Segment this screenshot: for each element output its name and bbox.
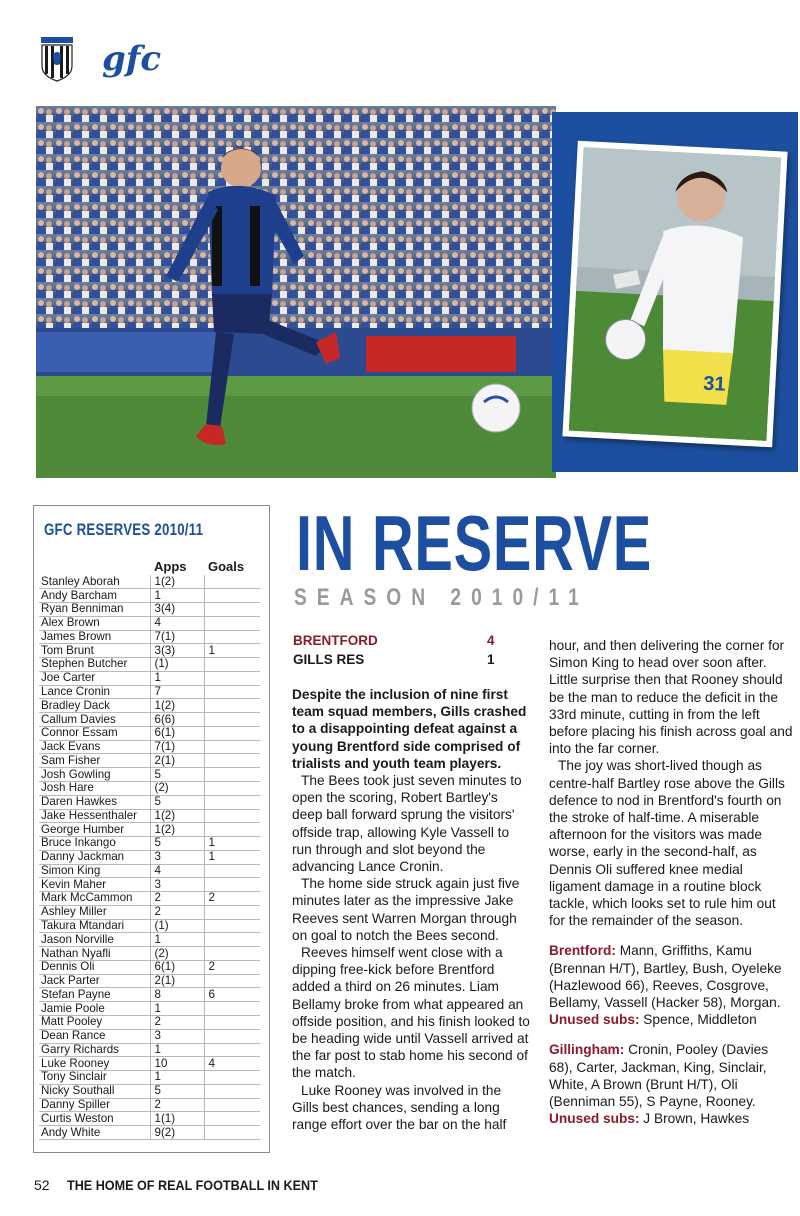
table-row bbox=[39, 575, 260, 589]
player-goals bbox=[204, 616, 260, 630]
player-goals bbox=[204, 754, 260, 768]
header-goals: Goals bbox=[208, 559, 245, 574]
player-name: James Brown bbox=[39, 630, 150, 644]
player-apps: 9(2) bbox=[150, 1126, 204, 1140]
gfc-logo bbox=[100, 36, 180, 82]
reserves-table-title: GFC RESERVES 2010/11 bbox=[44, 520, 204, 539]
table-row bbox=[39, 974, 260, 988]
player-name: Jamie Poole bbox=[39, 1002, 150, 1016]
article-column-right bbox=[549, 637, 793, 1127]
player-goals bbox=[204, 726, 260, 740]
player-name: Garry Richards bbox=[39, 1043, 150, 1057]
player-apps: 2 bbox=[150, 905, 204, 919]
player-name: Curtis Weston bbox=[39, 1112, 150, 1126]
article-paragraph: The home side struck again just five minutes later as the impressive Jake Reeves sent Warren Morgan through on goal to notch the Bees second. bbox=[292, 876, 520, 943]
player-name: Tom Brunt bbox=[39, 644, 150, 658]
table-row bbox=[39, 726, 260, 740]
brentford-players: Mann, Griffiths, Kamu (Brennan H/T), Bartley, Bush, Oyeleke (Hazlewood 66), Reeves, Cosgrove, Bellamy, Vassell (Hacker 58), Morgan. bbox=[549, 943, 782, 1011]
table-row bbox=[39, 988, 260, 1002]
player-apps: 1 bbox=[150, 933, 204, 947]
player-goals: 2 bbox=[204, 960, 260, 974]
table-header-row bbox=[39, 558, 260, 575]
player-goals bbox=[204, 1016, 260, 1030]
svg-text:31: 31 bbox=[702, 372, 727, 396]
player-name: Stanley Aborah bbox=[39, 575, 150, 589]
player-name: Daren Hawkes bbox=[39, 795, 150, 809]
player-name: Bruce Inkango bbox=[39, 837, 150, 851]
player-name: Dean Rance bbox=[39, 1029, 150, 1043]
player-goals: 1 bbox=[204, 850, 260, 864]
player-apps: 3 bbox=[150, 878, 204, 892]
gillingham-lineup bbox=[549, 1041, 793, 1127]
table-row bbox=[39, 616, 260, 630]
home-team-name: BRENTFORD bbox=[293, 633, 378, 648]
player-apps: 6(1) bbox=[150, 726, 204, 740]
table-row bbox=[39, 713, 260, 727]
player-name: Danny Spiller bbox=[39, 1098, 150, 1112]
player-apps: 2 bbox=[150, 1098, 204, 1112]
player-name: Jack Parter bbox=[39, 974, 150, 988]
player-apps: 1 bbox=[150, 589, 204, 603]
table-row bbox=[39, 823, 260, 837]
player-goals bbox=[204, 685, 260, 699]
player-name: Andy Barcham bbox=[39, 589, 150, 603]
table-row bbox=[39, 1016, 260, 1030]
table-row bbox=[39, 809, 260, 823]
player-name: Connor Essam bbox=[39, 726, 150, 740]
player-apps: 5 bbox=[150, 837, 204, 851]
table-row bbox=[39, 781, 260, 795]
brentford-unused: Spence, Middleton bbox=[639, 1012, 757, 1028]
player-apps: 2(1) bbox=[150, 754, 204, 768]
player-apps: 7(1) bbox=[150, 630, 204, 644]
player-name: Stefan Payne bbox=[39, 988, 150, 1002]
page-footer bbox=[34, 1177, 346, 1193]
player-name: Andy White bbox=[39, 1126, 150, 1140]
brentford-unused-label: Unused subs: bbox=[549, 1012, 640, 1028]
article-headline: IN RESERVE bbox=[296, 499, 652, 587]
player-name: Danny Jackman bbox=[39, 850, 150, 864]
table-row bbox=[39, 589, 260, 603]
player-goals bbox=[204, 919, 260, 933]
page-number: 52 bbox=[34, 1177, 50, 1193]
table-row bbox=[39, 1084, 260, 1098]
player-goals bbox=[204, 713, 260, 727]
table-row bbox=[39, 1029, 260, 1043]
player-name: Matt Pooley bbox=[39, 1016, 150, 1030]
player-apps: 8 bbox=[150, 988, 204, 1002]
player-goals bbox=[204, 1112, 260, 1126]
table-row bbox=[39, 837, 260, 851]
player-apps: 10 bbox=[150, 1057, 204, 1071]
player-goals bbox=[204, 603, 260, 617]
player-apps: 1(2) bbox=[150, 575, 204, 589]
player-apps: 1 bbox=[150, 1043, 204, 1057]
table-row bbox=[39, 644, 260, 658]
player-goals bbox=[204, 905, 260, 919]
player-name: Kevin Maher bbox=[39, 878, 150, 892]
player-apps: 1(2) bbox=[150, 699, 204, 713]
table-row bbox=[39, 1002, 260, 1016]
table-row bbox=[39, 1057, 260, 1071]
player-name: Simon King bbox=[39, 864, 150, 878]
table-row bbox=[39, 1043, 260, 1057]
player-goals: 2 bbox=[204, 892, 260, 906]
player-goals bbox=[204, 1098, 260, 1112]
table-row bbox=[39, 1098, 260, 1112]
player-apps: 1 bbox=[150, 1002, 204, 1016]
table-row bbox=[39, 1126, 260, 1140]
player-apps: (1) bbox=[150, 658, 204, 672]
table-row bbox=[39, 685, 260, 699]
header-apps: Apps bbox=[154, 559, 187, 574]
player-goals bbox=[204, 768, 260, 782]
player-name: Tony Sinclair bbox=[39, 1071, 150, 1085]
player-name: Takura Mtandari bbox=[39, 919, 150, 933]
table-row bbox=[39, 947, 260, 961]
player-apps: 5 bbox=[150, 795, 204, 809]
photo-band bbox=[36, 106, 798, 478]
table-row bbox=[39, 960, 260, 974]
player-apps: 5 bbox=[150, 1084, 204, 1098]
player-goals bbox=[204, 809, 260, 823]
table-row bbox=[39, 754, 260, 768]
player-name: Stephen Butcher bbox=[39, 658, 150, 672]
table-row bbox=[39, 658, 260, 672]
player-name: Bradley Dack bbox=[39, 699, 150, 713]
player-apps: 7 bbox=[150, 685, 204, 699]
player-apps: 1(1) bbox=[150, 1112, 204, 1126]
player-goals bbox=[204, 630, 260, 644]
table-row bbox=[39, 905, 260, 919]
player-apps: 3 bbox=[150, 850, 204, 864]
player-name: Alex Brown bbox=[39, 616, 150, 630]
player-apps: 1 bbox=[150, 671, 204, 685]
player-name: Josh Gowling bbox=[39, 768, 150, 782]
reserves-stats-panel bbox=[33, 505, 270, 1153]
player-apps: 1(2) bbox=[150, 809, 204, 823]
club-crest-icon bbox=[40, 36, 74, 82]
table-row bbox=[39, 850, 260, 864]
player-name: Ryan Benniman bbox=[39, 603, 150, 617]
player-apps: 1(2) bbox=[150, 823, 204, 837]
player-goals bbox=[204, 878, 260, 892]
gillingham-unused: J Brown, Hawkes bbox=[639, 1111, 750, 1127]
article-paragraph: Reeves himself went close with a dipping free-kick before Brentford added a third on 26 minutes. Liam Bellamy broke from what appeared an offside position, and his finish looked to be heading wide until Vassell arrived at the far post to stab home his second of the match. bbox=[292, 945, 530, 1081]
article-column-left bbox=[292, 686, 530, 1133]
player-apps: (2) bbox=[150, 781, 204, 795]
player-goals: 6 bbox=[204, 988, 260, 1002]
player-name: Jack Evans bbox=[39, 740, 150, 754]
player-apps: 1 bbox=[150, 1071, 204, 1085]
player-goals bbox=[204, 795, 260, 809]
player-goals bbox=[204, 1084, 260, 1098]
player-goals: 4 bbox=[204, 1057, 260, 1071]
table-row bbox=[39, 919, 260, 933]
table-row bbox=[39, 933, 260, 947]
player-apps: 2 bbox=[150, 892, 204, 906]
player-name: Ashley Miller bbox=[39, 905, 150, 919]
table-row bbox=[39, 671, 260, 685]
player-name: Lance Cronin bbox=[39, 685, 150, 699]
brentford-lineup bbox=[549, 942, 793, 1028]
article-paragraph: Luke Rooney was involved in the Gills best chances, sending a long range effort over the bar on the half bbox=[292, 1082, 507, 1133]
player-name: George Humber bbox=[39, 823, 150, 837]
gillingham-unused-label: Unused subs: bbox=[549, 1111, 640, 1127]
table-row bbox=[39, 1112, 260, 1126]
table-row bbox=[39, 699, 260, 713]
player-goals bbox=[204, 974, 260, 988]
player-apps: 7(1) bbox=[150, 740, 204, 754]
player-goals bbox=[204, 1002, 260, 1016]
score-home-row bbox=[293, 633, 495, 648]
player-goals bbox=[204, 589, 260, 603]
table-row bbox=[39, 892, 260, 906]
article-paragraph: The joy was short-lived though as centre-half Bartley rose above the Gills defence to nod in Brentford's fourth on the stroke of half-time. A miserable afternoon for the visitors was made worse, early in the second-half, as Dennis Oli suffered knee medial ligament damage in a routine block tackle, which looks set to rule him out for the remainder of the season. bbox=[549, 758, 785, 929]
player-apps: 3(3) bbox=[150, 644, 204, 658]
player-apps: 4 bbox=[150, 616, 204, 630]
article-subheadline: SEASON 2010/11 bbox=[294, 584, 589, 611]
player-goals bbox=[204, 823, 260, 837]
player-name: Josh Hare bbox=[39, 781, 150, 795]
player-goals bbox=[204, 740, 260, 754]
table-row bbox=[39, 630, 260, 644]
player-goals: 1 bbox=[204, 644, 260, 658]
player-goals bbox=[204, 1043, 260, 1057]
player-apps: 3 bbox=[150, 1029, 204, 1043]
player-name: Jason Norville bbox=[39, 933, 150, 947]
player-goals bbox=[204, 1126, 260, 1140]
article-paragraph: hour, and then delivering the corner for Simon King to head over soon after. Little surprise then that Rooney should be the man to reduce the deficit in the 33rd minute, cutting in from the left before placing his finish across goal and into the far corner. bbox=[549, 638, 793, 757]
player-name: Luke Rooney bbox=[39, 1057, 150, 1071]
player-goals: 1 bbox=[204, 837, 260, 851]
gillingham-label: Gillingham: bbox=[549, 1042, 625, 1058]
brentford-label: Brentford: bbox=[549, 943, 616, 959]
player-name: Sam Fisher bbox=[39, 754, 150, 768]
header-name bbox=[39, 558, 150, 575]
player-goals bbox=[204, 575, 260, 589]
player-goals bbox=[204, 781, 260, 795]
reserves-stats-table bbox=[39, 558, 260, 1140]
gillingham-players: Cronin, Pooley (Davies 68), Carter, Jackman, King, Sinclair, White, A Brown (Brunt H/T), Oli (Benniman 55), S Payne, Rooney. bbox=[549, 1042, 769, 1110]
player-apps: 5 bbox=[150, 768, 204, 782]
home-team-score: 4 bbox=[487, 633, 495, 648]
main-match-photo bbox=[36, 106, 556, 478]
player-goals bbox=[204, 1071, 260, 1085]
player-name: Jake Hessenthaler bbox=[39, 809, 150, 823]
player-name: Mark McCammon bbox=[39, 892, 150, 906]
reserves-stats-body bbox=[39, 575, 260, 1139]
player-goals bbox=[204, 933, 260, 947]
footer-tagline: THE HOME OF REAL FOOTBALL IN KENT bbox=[67, 1177, 319, 1193]
player-goals bbox=[204, 1029, 260, 1043]
player-apps: 2(1) bbox=[150, 974, 204, 988]
player-name: Nathan Nyafli bbox=[39, 947, 150, 961]
table-row bbox=[39, 768, 260, 782]
table-row bbox=[39, 1071, 260, 1085]
table-row bbox=[39, 795, 260, 809]
player-goals bbox=[204, 699, 260, 713]
player-name: Dennis Oli bbox=[39, 960, 150, 974]
table-row bbox=[39, 603, 260, 617]
player-apps: 6(6) bbox=[150, 713, 204, 727]
player-apps: 3(4) bbox=[150, 603, 204, 617]
player-apps: (2) bbox=[150, 947, 204, 961]
player-goals bbox=[204, 864, 260, 878]
gfc-logo-text: gfc bbox=[102, 39, 162, 79]
player-apps: 6(1) bbox=[150, 960, 204, 974]
player-name: Joe Carter bbox=[39, 671, 150, 685]
away-team-name: GILLS RES bbox=[293, 652, 365, 667]
away-team-score: 1 bbox=[487, 652, 495, 667]
player-apps: (1) bbox=[150, 919, 204, 933]
player-goals bbox=[204, 658, 260, 672]
article-paragraph: The Bees took just seven minutes to open the scoring, Robert Bartley's deep ball forward sprung the visitors' offside trap, allowing Kyle Vassell to run through and slot beyond the advancing Lance Cronin. bbox=[292, 773, 522, 875]
table-row bbox=[39, 740, 260, 754]
player-name: Nicky Southall bbox=[39, 1084, 150, 1098]
player-goals bbox=[204, 671, 260, 685]
article-lead: Despite the inclusion of nine first team squad members, Gills crashed to a disappointing defeat against a young Brentford side comprised of trialists and youth team players. bbox=[292, 687, 527, 771]
player-name: Callum Davies bbox=[39, 713, 150, 727]
inset-goalkeeper-photo bbox=[562, 141, 787, 448]
table-row bbox=[39, 878, 260, 892]
score-away-row bbox=[293, 652, 495, 667]
player-apps: 2 bbox=[150, 1016, 204, 1030]
player-apps: 4 bbox=[150, 864, 204, 878]
table-row bbox=[39, 864, 260, 878]
player-goals bbox=[204, 947, 260, 961]
